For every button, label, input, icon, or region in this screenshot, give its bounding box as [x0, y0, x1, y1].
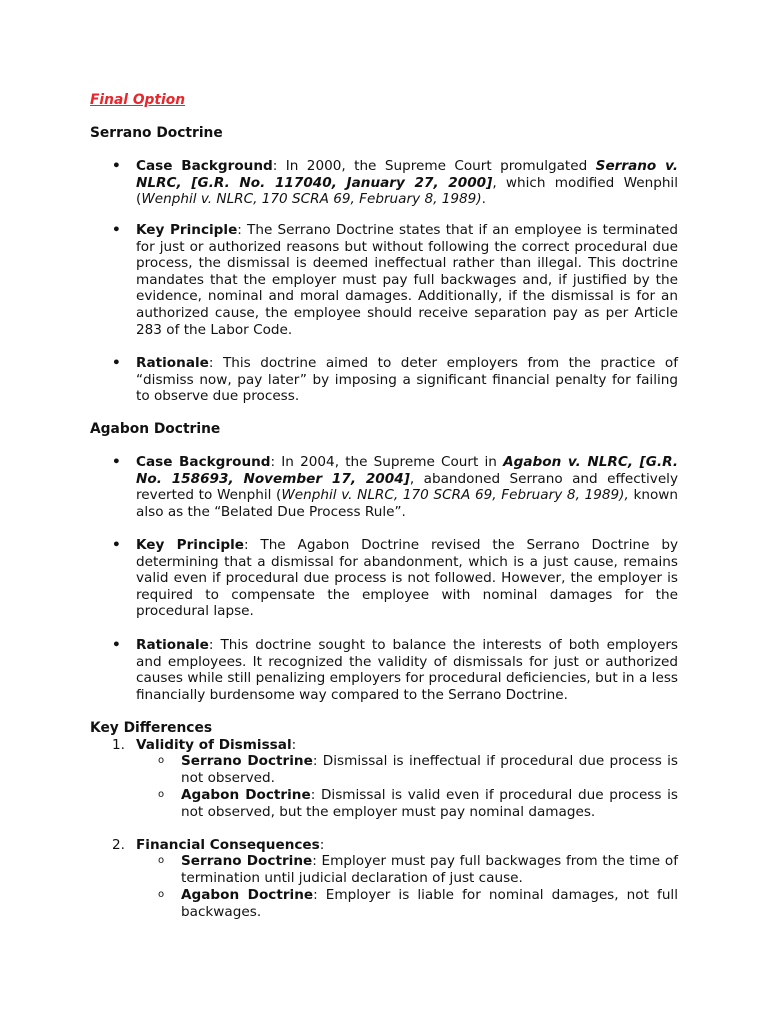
bullet-glyph: •	[112, 637, 121, 653]
key-differences-heading: Key Differences	[90, 720, 213, 736]
bullet-text: Rationale: This doctrine aimed to deter employers from the practice of “dismiss now, pay later” by imposing a significant financial penalty for failing to observe due process.	[136, 355, 678, 405]
bullet-glyph: •	[112, 222, 121, 238]
reference-citation: Wenphil v. NLRC, 170 SCRA 69, February 8, 1989)	[141, 191, 482, 208]
difference-item-validity	[112, 737, 678, 754]
label: Serrano Doctrine	[181, 753, 313, 769]
reference-citation: Wenphil v. NLRC, 170 SCRA 69, February 8, 1989),	[281, 487, 629, 504]
bullet-text: Case Background: In 2004, the Supreme Court in Agabon v. NLRC, [G.R. No. 158693, November 17, 2004], abandoned Serrano and effectively reverted to Wenphil (Wenphil v. NLRC, 170 SCRA 69, February 8, 1989), known also as the “Belated Due Process Rule”.	[136, 454, 679, 520]
item-text: Financial Consequences:	[136, 837, 325, 853]
bullet-text: Key Principle: The Serrano Doctrine states that if an employee is terminated for just or authorized reasons but without following the correct procedural due process, the dismissal is deemed ineffectual rather than illegal. This doctrine mandates that the employer must pay full backwages and, if justified by the evidence, nominal and moral damages. Additionally, if the dismissal is for an authorized cause, the employee should receive separation pay as per Article 283 of the Labor Code.	[136, 222, 678, 338]
bullet-text: Case Background: In 2000, the Supreme Court promulgated Serrano v. NLRC, [G.R. No. 117040, January 27, 2000], which modified Wenphil (Wenphil v. NLRC, 170 SCRA 69, February 8, 1989).	[136, 158, 678, 208]
label: Financial Consequences	[136, 837, 320, 853]
serrano-rationale	[112, 355, 678, 405]
serrano-key-principle	[112, 222, 678, 338]
label: Key Principle	[136, 222, 238, 238]
sub-item-text: Agabon Doctrine: Dismissal is valid even if procedural due process is not observed, but the employer must pay nominal damages.	[181, 787, 678, 820]
label: Case Background	[136, 158, 273, 174]
case-citation: Agabon v. NLRC, [G.R. No. 158693, November 17, 2004]	[136, 454, 678, 487]
bullet-glyph: •	[112, 158, 121, 174]
sub-item-text: Serrano Doctrine: Employer must pay full backwages from the time of termination until judicial declaration of just cause.	[181, 853, 678, 886]
sub-bullet-glyph: o	[158, 755, 165, 766]
label: Agabon Doctrine	[181, 787, 311, 803]
sub-bullet-glyph: o	[158, 789, 165, 800]
agabon-heading: Agabon Doctrine	[90, 421, 221, 437]
sub-item-serrano-financial	[158, 853, 678, 886]
bullet-text: Key Principle: The Agabon Doctrine revised the Serrano Doctrine by determining that a dismissal for abandonment, which is a just cause, remains valid even if procedural due process is not followed. However, the employer is required to compensate the employee with nominal damages for the procedural lapse.	[136, 537, 678, 620]
bullet-glyph: •	[112, 537, 121, 553]
item-number: 1.	[112, 737, 125, 753]
label: Case Background	[136, 454, 271, 470]
serrano-case-background	[112, 158, 678, 208]
sub-bullet-glyph: o	[158, 855, 165, 866]
label: Rationale	[136, 637, 209, 653]
case-citation: Serrano v. NLRC, [G.R. No. 117040, January 27, 2000]	[136, 158, 678, 191]
label: Validity of Dismissal	[136, 737, 292, 753]
item-number: 2.	[112, 837, 125, 853]
agabon-rationale	[112, 637, 678, 703]
label: Serrano Doctrine	[181, 853, 313, 869]
bullet-text: Rationale: This doctrine sought to balance the interests of both employers and employees. It recognized the validity of dismissals for just or authorized causes while still penalizing employers for procedural deficiencies, but in a less financially burdensome way compared to the Serrano Doctrine.	[136, 637, 678, 703]
sub-item-text: Serrano Doctrine: Dismissal is ineffectual if procedural due process is not observed.	[181, 753, 679, 786]
bullet-glyph: •	[112, 355, 121, 371]
sub-bullet-glyph: o	[158, 889, 165, 900]
sub-item-text: Agabon Doctrine: Employer is liable for nominal damages, not full backwages.	[181, 887, 678, 920]
label: Rationale	[136, 355, 209, 371]
agabon-case-background	[112, 454, 678, 520]
document-title: Final Option	[90, 92, 186, 108]
serrano-heading: Serrano Doctrine	[90, 125, 223, 141]
sub-item-serrano-validity	[158, 753, 678, 786]
sub-item-agabon-validity	[158, 787, 678, 820]
bullet-glyph: •	[112, 454, 121, 470]
difference-item-financial	[112, 837, 678, 854]
label: Agabon Doctrine	[181, 887, 314, 903]
sub-item-agabon-financial	[158, 887, 678, 920]
agabon-key-principle	[112, 537, 678, 620]
item-text: Validity of Dismissal:	[136, 737, 297, 753]
label: Key Principle	[136, 537, 244, 553]
